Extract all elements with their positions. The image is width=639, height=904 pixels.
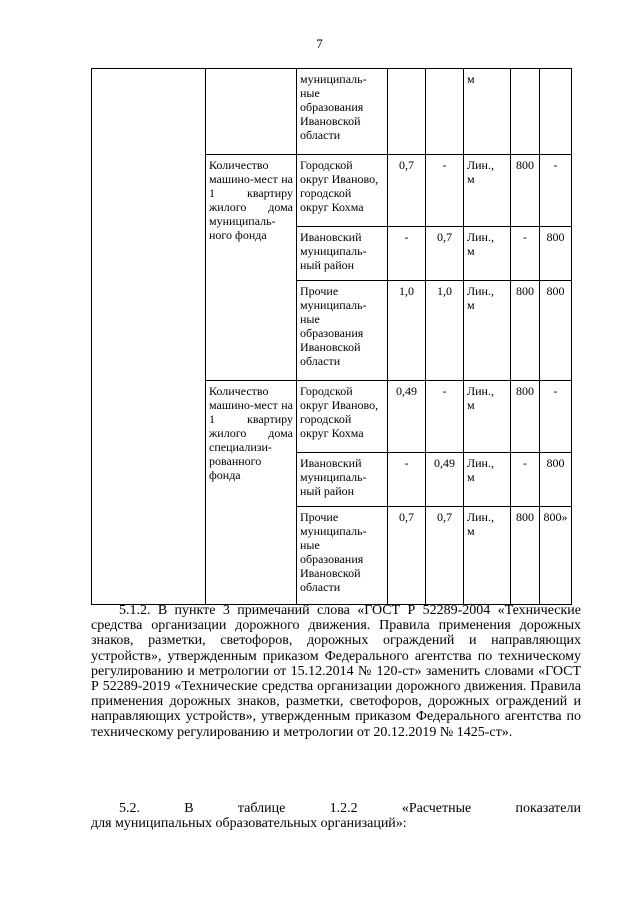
municipality-cell bbox=[297, 453, 388, 507]
municipality-text: Городской округ Иваново, городской округ Кохма bbox=[300, 158, 379, 214]
indicator-text: Количество машино-мест на 1 квартиру жилого дома специализи-рованного фонда bbox=[209, 384, 293, 482]
value-cell bbox=[511, 155, 540, 227]
value-cell bbox=[540, 453, 572, 507]
value-text: 0,7 bbox=[399, 158, 414, 172]
municipality-cell bbox=[297, 227, 388, 281]
value-text: 0,7 bbox=[399, 510, 414, 524]
empty-first-column-cell bbox=[92, 69, 206, 605]
unit-text: Лин., м bbox=[467, 158, 494, 186]
value-text: - bbox=[404, 456, 409, 470]
value-text: - bbox=[553, 158, 558, 172]
norms-table bbox=[91, 68, 572, 605]
unit-cell bbox=[464, 453, 511, 507]
value-cell bbox=[426, 381, 464, 453]
value-cell bbox=[511, 227, 540, 281]
unit-text: Лин., м bbox=[467, 230, 494, 258]
value-text: 800 bbox=[546, 230, 565, 244]
value-cell bbox=[426, 155, 464, 227]
value-cell bbox=[540, 507, 572, 605]
unit-cell bbox=[464, 69, 511, 155]
value-cell bbox=[426, 227, 464, 281]
unit-cell bbox=[464, 227, 511, 281]
paragraph-5-1-2 bbox=[91, 603, 581, 740]
value-cell bbox=[511, 381, 540, 453]
value-text: 1,0 bbox=[399, 284, 414, 298]
unit-text: Лин., м bbox=[467, 510, 494, 538]
value-cell bbox=[540, 381, 572, 453]
municipality-cell bbox=[297, 507, 388, 605]
value-text: 800 bbox=[516, 284, 534, 298]
unit-cell bbox=[464, 155, 511, 227]
value-cell bbox=[388, 507, 426, 605]
value-text: 800 bbox=[546, 456, 565, 470]
value-cell bbox=[388, 155, 426, 227]
value-cell bbox=[511, 281, 540, 381]
unit-text: Лин., м bbox=[467, 456, 494, 484]
value-cell bbox=[540, 155, 572, 227]
value-cell bbox=[511, 453, 540, 507]
municipality-cell bbox=[297, 381, 388, 453]
value-text: 0,49 bbox=[396, 384, 417, 398]
unit-text: м bbox=[467, 72, 475, 86]
value-text: 800» bbox=[543, 510, 568, 524]
empty-indicator-cell bbox=[206, 69, 297, 155]
value-text: - bbox=[523, 230, 527, 244]
table-row bbox=[92, 69, 572, 155]
value-text: 0,49 bbox=[434, 456, 455, 470]
indicator-cell bbox=[206, 381, 297, 605]
unit-text: Лин., м bbox=[467, 384, 494, 412]
paragraph-5-2 bbox=[91, 801, 581, 831]
value-text: 0,7 bbox=[437, 510, 452, 524]
unit-cell bbox=[464, 507, 511, 605]
municipality-text: муниципаль- ные образования Ивановской области bbox=[300, 72, 367, 142]
value-cell bbox=[426, 507, 464, 605]
value-text: 800 bbox=[516, 510, 534, 524]
value-text: 800 bbox=[546, 284, 565, 298]
value-cell bbox=[540, 227, 572, 281]
municipality-text: Ивановский муниципаль- ный район bbox=[300, 230, 367, 272]
municipality-text: Ивановский муниципаль- ный район bbox=[300, 456, 367, 498]
value-text: 1,0 bbox=[437, 284, 452, 298]
paragraph-text: 5.1.2. В пункте 3 примечаний слова «ГОСТ Р 52289-2004 «Технические средства организации дорожного движения. Правила применения дорожных знаков, разметки, светофоров, дорожных ограждений и направляющих устройств», утвержденным приказом Федерального агентства по техническому регулированию и метрологии от 15.12.2014 № 120-ст» заменить словами «ГОСТ Р 52289-2019 «Технические средства организации дорожного движения. Правила применения дорожных знаков, разметки, светофоров, дорожных ограждений и направляющих устройств», утвержденным приказом Федерального агентства по техническому регулированию и метрологии от 20.12.2019 № 1425-ст». bbox=[91, 603, 581, 740]
value-text: 0,7 bbox=[437, 230, 452, 244]
value-text: - bbox=[442, 384, 447, 398]
value-text: - bbox=[553, 384, 558, 398]
value-cell bbox=[540, 281, 572, 381]
value-cell bbox=[511, 507, 540, 605]
value-cell bbox=[426, 281, 464, 381]
value-text: 800 bbox=[516, 158, 534, 172]
value-cell bbox=[426, 453, 464, 507]
paragraph-line: для муниципальных образовательных организаций»: bbox=[91, 816, 407, 832]
value-cell bbox=[388, 453, 426, 507]
value-cell bbox=[388, 281, 426, 381]
value-text: 800 bbox=[516, 384, 534, 398]
indicator-cell bbox=[206, 155, 297, 381]
unit-cell bbox=[464, 281, 511, 381]
value-cell bbox=[388, 227, 426, 281]
paragraph-line: 5.2. В таблице 1.2.2 «Расчетные показатели bbox=[119, 801, 581, 816]
municipality-text: Городской округ Иваново, городской округ Кохма bbox=[300, 384, 379, 440]
municipality-cell bbox=[297, 155, 388, 227]
municipality-cell bbox=[297, 69, 388, 155]
value-cell bbox=[388, 381, 426, 453]
value-text: - bbox=[442, 158, 447, 172]
page-number: 7 bbox=[316, 36, 323, 51]
municipality-cell bbox=[297, 281, 388, 381]
indicator-text: Количество машино-мест на 1 квартиру жилого дома муниципаль-ного фонда bbox=[209, 158, 293, 242]
unit-text: Лин., м bbox=[467, 284, 494, 312]
municipality-text: Прочие муниципаль- ные образования Ивановской области bbox=[300, 284, 367, 368]
value-text: - bbox=[523, 456, 527, 470]
value-text: - bbox=[404, 230, 409, 244]
unit-cell bbox=[464, 381, 511, 453]
municipality-text: Прочие муниципаль- ные образования Ивановской области bbox=[300, 510, 367, 594]
